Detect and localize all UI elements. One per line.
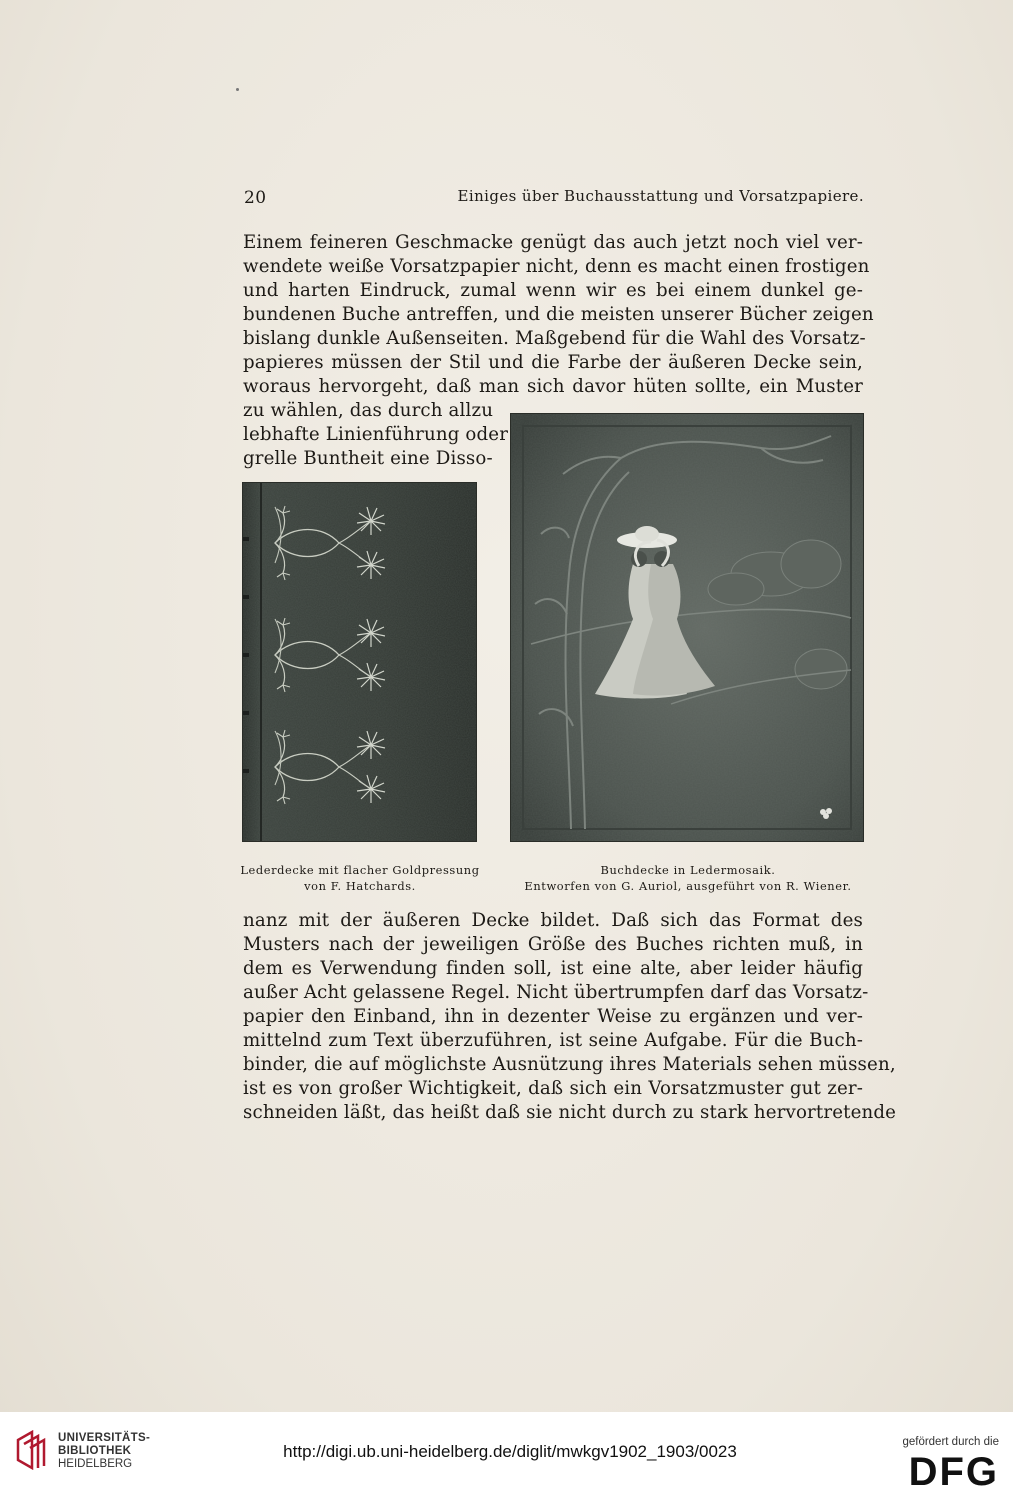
text-line: papieres müssen der Stil und die Farbe der äußeren Decke sein, (243, 352, 863, 373)
university-library-logo-icon (14, 1430, 50, 1470)
library-line: BIBLIOTHEK (58, 1445, 132, 1457)
figure-caption-left (240, 862, 480, 894)
figure-caption-right (510, 862, 866, 894)
text-line: binder, die auf möglichste Ausnützung ihres Materials sehen müssen, (243, 1054, 896, 1075)
text-line: mittelnd zum Text überzuführen, ist seine Aufgabe. Für die Buch- (243, 1030, 863, 1051)
caption-line: von F. Hatchards. (304, 879, 416, 893)
caption-line: Entworfen von G. Auriol, ausgeführt von R. Wiener. (524, 879, 852, 893)
text-line: zu wählen, das durch allzu (243, 400, 494, 421)
leather-cover-image (243, 483, 476, 841)
mosaic-cover-image (511, 414, 863, 841)
text-line: ist es von großer Wichtigkeit, daß sich ein Vorsatzmuster gut zer- (243, 1078, 863, 1099)
caption-line: Lederdecke mit flacher Goldpressung (240, 863, 480, 877)
text-line: außer Acht gelassene Regel. Nicht übertrumpfen darf das Vorsatz- (243, 982, 869, 1003)
text-line: dem es Verwendung finden soll, ist eine alte, aber leider häufig (243, 958, 863, 979)
caption-line: Buchdecke in Ledermosaik. (600, 863, 776, 877)
page-number: 20 (244, 188, 267, 208)
permalink-url[interactable]: http://digi.ub.uni-heidelberg.de/diglit/mwkgv1902_1903/0023 (283, 1442, 737, 1461)
running-head (240, 186, 864, 210)
text-line: wendete weiße Vorsatzpapier nicht, denn es macht einen frostigen (243, 256, 870, 277)
library-name (58, 1432, 150, 1471)
text-line: Musters nach der jeweiligen Größe des Buches richten muß, in (243, 934, 863, 955)
text-line: papier den Einband, ihn in dezenter Weise zu ergänzen und ver- (243, 1006, 863, 1027)
running-title: Einiges über Buchausstattung und Vorsatzpapiere. (457, 187, 864, 205)
text-line: und harten Eindruck, zumal wenn wir es bei einem dunkel ge- (243, 280, 863, 301)
pencil-mark (236, 88, 239, 91)
text-line: bislang dunkle Außenseiten. Maßgebend für die Wahl des Vorsatz- (243, 328, 866, 349)
dfg-logo: DFG (908, 1450, 999, 1494)
text-line: Einem feineren Geschmacke genügt das auch jetzt noch viel ver- (243, 232, 863, 253)
text-line: schneiden läßt, das heißt daß sie nicht durch zu stark hervortretende (243, 1102, 897, 1123)
text-line: nanz mit der äußeren Decke bildet. Daß sich das Format des (243, 910, 863, 931)
library-line: UNIVERSITÄTS- (58, 1432, 151, 1444)
figure-mosaic-cover (511, 414, 863, 841)
digitization-footer (0, 1412, 1013, 1500)
text-line: grelle Buntheit eine Disso- (243, 448, 493, 469)
figure-leather-cover (243, 483, 476, 841)
text-line: bundenen Buche antreffen, und die meisten unserer Bücher zeigen (243, 304, 874, 325)
text-line: woraus hervorgeht, daß man sich davor hüten sollte, ein Muster (243, 376, 863, 397)
funded-by-text: gefördert durch die (902, 1436, 999, 1448)
text-line: lebhafte Linienführung oder (243, 424, 509, 445)
library-line: HEIDELBERG (58, 1458, 133, 1470)
